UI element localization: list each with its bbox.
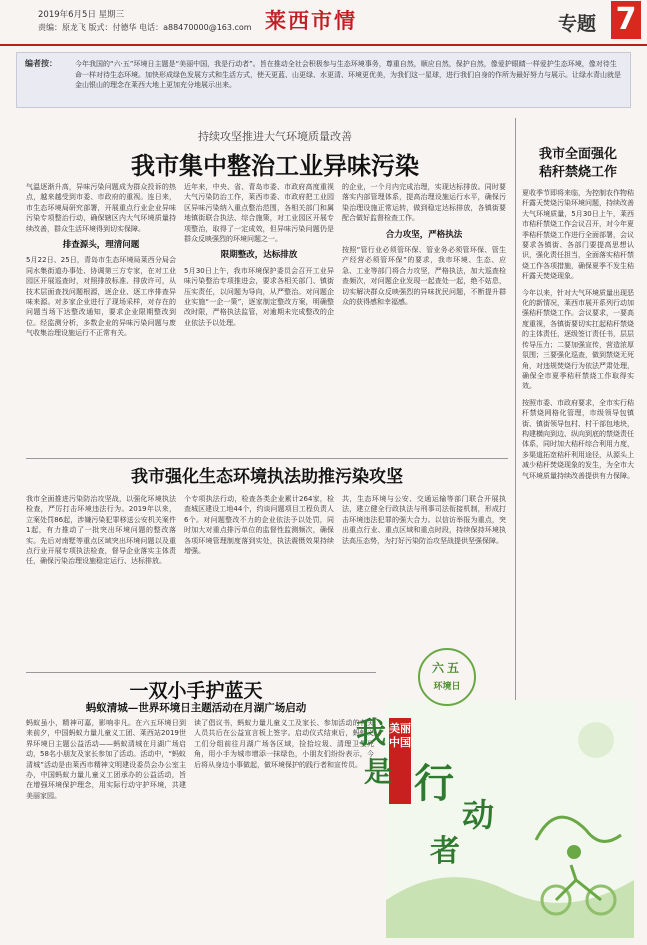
slogan-dong: 动 — [462, 796, 495, 834]
environment-day-badge — [418, 648, 476, 706]
article1-kicker: 持续攻坚推进大气环境质量改善 — [198, 130, 352, 143]
article2-headline: 我市强化生态环境执法助推污染攻坚 — [131, 467, 403, 487]
article2-column-3: 共，生态环境与公安、交通运输等部门联合开展执法，建立健全行政执法与刑事司法衔接机制，形成打击环境违法犯罪的强大合力。以信访举报为重点，突出重点行业、重点区域和重点时段，持续保持环境执法高压态势，为打好污染防治攻坚战提供坚强保障。 — [342, 495, 506, 545]
slogan-shi: 是 — [364, 755, 393, 788]
editor-info: 责编：原龙飞 版式：付德华 电话：a88470000@163.com — [38, 23, 252, 32]
sidebar-headline — [522, 146, 634, 182]
cyclist-icon — [567, 845, 581, 859]
page-header — [0, 0, 647, 46]
article1-subhead-1: 排查源头，理清问题 — [62, 240, 140, 251]
article1-paragraph: 近年来，中央、省、青岛市委、市政府高度重视大气污染防治工作，莱西市委、市政府把工业园区异味污染纳入重点整治范围，各相关部门和属地镇街联合执法、综合施策，对工业园区开展专项整治，取得了一定成效，但异味污染问题仍是群众反映强烈的环境问题之一。 — [184, 183, 334, 244]
badge-label: 环境日 — [433, 682, 461, 692]
issue-date: 2019年6月5日 星期三 — [38, 10, 125, 20]
article1-paragraph: 气温逐渐升高，异味污染问题成为群众投诉的热点，越来越受到市委、市政府的重视。连日来，市生态环境局研究部署，开展重点行业企业异味污染专项整治行动，确保辖区内大气环境质量持续改善，群众生活环境得到切实保障。 — [26, 183, 176, 233]
article2-column-1: 我市全面推进污染防治攻坚战，以强化环境执法检查，严厉打击环境违法行为。2019年以来，立案处罚86起，涉嫌污染犯罪移送公安机关案件1起，有力推动了一批突出环境问题的整改落实。先后对南墅等重点区域突出环境问题以及重点行业开展专项执法检查，督导企业落实主体责任，确保污染治理设施稳定运行、达标排放。 — [26, 495, 176, 566]
article1-paragraph: 的企业，一个月内完成治理，实现达标排放。同时要落实内部管理体系，提高治理设施运行水平，确保污染治理设施正常运转，做到稳定达标排放，各镇街要配合做好监督检查工作。 — [342, 183, 506, 223]
article1-subhead-2: 限期整改，达标排放 — [220, 250, 298, 261]
badge-number: 六五 — [431, 661, 462, 675]
article3-column-1: 蚂蚁虽小，精神可嘉，影响非凡。在六五环境日到来前夕，中国蚂蚁力量儿童义工团、莱西站2019世界环境日主题公益活动——蚂蚁清城在月湖广场启动，58名小朋友及家长参加了活动。活动中，“蚂蚁清城”活动是由莱西市精神文明建设委员会办公室主办，中国蚂蚁力量儿童义工团承办的公益活动，旨在增强环境保护理念，用实际行动守护环境，共建美丽家园。 — [26, 719, 186, 800]
sun-icon — [578, 722, 614, 758]
article1-subhead-3: 合力攻坚，严格执法 — [385, 229, 463, 240]
editor-note — [16, 52, 631, 108]
page-number: 7 — [611, 1, 641, 39]
article-separator — [26, 458, 508, 459]
masthead-logo: 莱西市情 — [265, 8, 357, 33]
article1-headline: 我市集中整治工业异味污染 — [131, 151, 419, 180]
article1-paragraph: 5月22日、25日，青岛市生态环境局莱西分局会同水集街道办事处、协调第三方专家，在对工业园区开展巡查时，对照排放标准、排放许可，从技术层面查找问题根源，逐企业、逐工序排查异味来源。对多家企业进行了现场采样，对存在的问题当场下达整改通知，要求企业限期整改到位。经监测分析，多数企业的异味污染问题与废气收集治理设施运行不正常有关。 — [26, 256, 176, 338]
sidebar-paragraph: 夏收季节即将来临，为控制农作物秸秆露天焚烧污染环境问题，持续改善大气环境质量，5月30日上午，莱西市秸秆禁烧工作会议召开，对今年夏季秸秆禁烧工作进行全面部署，会议要求各镇街、各部门要提高思想认识，强化责任担当，全面落实秸秆禁烧工作各项措施，确保夏季不发生秸秆露天焚烧现象。 — [522, 189, 634, 281]
article1-paragraph: 按照“管行业必须管环保、管业务必须管环保、管生产经营必须管环保”的要求，我市环境、生态、应急、工业等部门将合力攻坚，严格执法，加大巡查检查频次，对问题企业发现一起查处一起，绝不姑息，切实解决群众反映强烈的异味扰民问题，不断提升群众的获得感和幸福感。 — [342, 246, 506, 307]
article1-column-3 — [342, 182, 506, 454]
article3-column-2: 读了倡议书，蚂蚁力量儿童义工及家长、参加活动的有关人员共后在公益宣言板上签字。启动仪式结束后，蚂蚁义工们分组前往月湖广场各区域，捡拾垃圾、清理卫生死角，用小手为城市增添一抹绿色，小朋友们纷纷表示，今后将从身边小事做起，做环境保护的践行者和宣传员。 — [194, 719, 374, 769]
article1-paragraph: 5月30日上午，我市环境保护委员会召开工业异味污染整治专项推进会，要求各相关部门、镇街压实责任，以问题为导向，从严整治。对问题企业实施“一企一策”，逐家制定整改方案，明确整改时限，严格执法监管，对逾期未完成整改的企业依法予以处理。 — [184, 266, 334, 327]
article1-column-1 — [26, 182, 176, 454]
sidebar-paragraph: 今年以来，针对大气环境质量出现恶化的新情况，莱西市展开系列行动加强秸秆禁烧工作。会议要求，一要高度重视，各镇街要切实扛起秸秆禁烧的主体责任，逐级签订责任书，层层传导压力；二要加强宣传，营造浓厚氛围；三要强化巡查，做到禁烧无死角，对违规焚烧行为依法严肃处理，确保全市夏季秸秆禁烧工作取得实效。 — [522, 288, 634, 391]
sidebar-paragraph: 按照市委、市政府要求，全市实行秸秆禁烧网格化管理，市级领导包镇街、镇街领导包村、村干部包地块，构建横向到边、纵向到底的禁烧责任体系，同时加大秸秆综合利用力度，多渠道拓宽秸秆利用途径，从源头上减少秸秆焚烧现象的发生，为全市大气环境质量持续改善提供有力保障。 — [522, 398, 634, 480]
slogan-xing: 行 — [414, 760, 454, 807]
environment-day-illustration — [386, 700, 634, 938]
editor-note-text: 今年我国的“六·五”环境日主题是“美丽中国，我是行动者”。旨在推动全社会积极参与生态环境事务，尊重自然，顺应自然，保护自然，像爱护眼睛一样爱护生态环境，像对待生命一样对待生态环境。加快形成绿色发展方式和生活方式，使天更蓝、山更绿、水更清、环境更优美，为我们这一星球，进行我们自身的作所为最好努力与展示。让绿水青山就是金山银山的理念在莱西大地上更加充分地展示出来。 — [75, 60, 621, 89]
sidebar-headline-line-1: 我市全面强化 — [538, 147, 617, 162]
article3-headline: 一双小手护蓝天 — [129, 680, 263, 702]
slogan-wo: 我 — [356, 716, 386, 751]
article2-column-2: 个专项执法行动，检查各类企业累计264家，检查城区建设工地44个，约谈问题项目工程负责人6个。对问题整改不力的企业依法予以处罚，同时加大对重点排污单位的监督性监测频次，确保各项环境管理制度落到实处，执法震慑效果持续增强。 — [184, 495, 334, 556]
article1-column-2 — [184, 182, 334, 454]
article3-subtitle: 蚂蚁清城—世界环境日主题活动在月湖广场启动 — [85, 702, 307, 714]
section-title: 专题 — [558, 13, 597, 35]
beautiful-china-strip: 美丽中国 — [389, 718, 411, 804]
editor-note-label: 编者按： — [25, 59, 57, 68]
article-separator — [26, 672, 376, 673]
slogan-zhe: 者 — [430, 834, 460, 869]
sidebar-headline-line-2: 秸秆禁烧工作 — [538, 165, 617, 180]
